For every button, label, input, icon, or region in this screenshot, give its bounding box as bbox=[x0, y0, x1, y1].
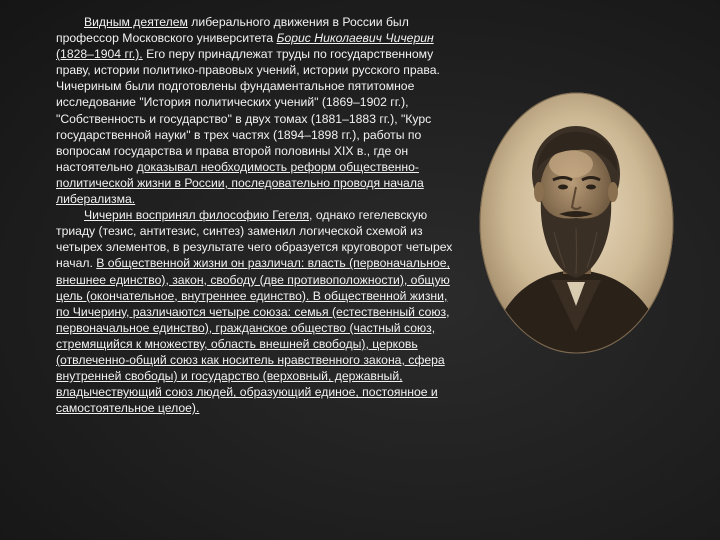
paragraph-1 bbox=[56, 14, 464, 207]
body-text bbox=[56, 14, 464, 416]
portrait-svg bbox=[479, 92, 674, 354]
text-span: В общественной жизни он различал: власть (первоначальное, внешнее единство), закон, свободу (две противоположности), общую цель (окончательное, внутреннее единство). В общественной жизни, по Чичерину, различаются четыре союза: семья (естественный союз, первоначальное единство), гражданское общество (частный союз, стремящийся к множеству, область внешней свободы), церковь (отвлеченно-общий союз как носитель нравственного закона, сфера внутренней свободы) и государство (верховный, державный, владычествующий союз людей, образующий единое, постоянное и самостоятельное целое). bbox=[56, 256, 450, 416]
paragraph-2 bbox=[56, 207, 464, 416]
text-span: , однако гегелевскую триаду (тезис, антитезис, синтез) заменил логической схемой из четырех элементов, в результате чего образуется круговорот четырех начал. bbox=[56, 208, 453, 271]
text-span: Чичерин воспринял философию Гегеля bbox=[84, 208, 310, 223]
text-span: доказывал необходимость реформ общественно-политической жизни в России, последовательно проводя начала либерализма. bbox=[56, 159, 424, 207]
text-span: Его перу принадлежат труды по государственному праву, истории политико-правовых учений, истории русского права. Чичериным были подготовлены фундаментальное пятитомное исследование "История политических учений" (1869–1902 гг.), "Собственность и государство" в двух томах (1881–1883 гг.), "Курс государственной науки" в трех частях (1894–1898 гг.), работы по вопросам государства и права второй половины XIX в., где он настоятельно bbox=[56, 47, 440, 174]
name-highlight: Борис Николаевич Чичерин bbox=[276, 31, 434, 46]
portrait-image bbox=[479, 92, 674, 354]
text-span: Видным деятелем bbox=[84, 15, 188, 29]
text-span: (1828–1904 гг.). bbox=[56, 47, 143, 62]
text-span: либерального движения в России был профессор Московского университета bbox=[56, 15, 409, 46]
